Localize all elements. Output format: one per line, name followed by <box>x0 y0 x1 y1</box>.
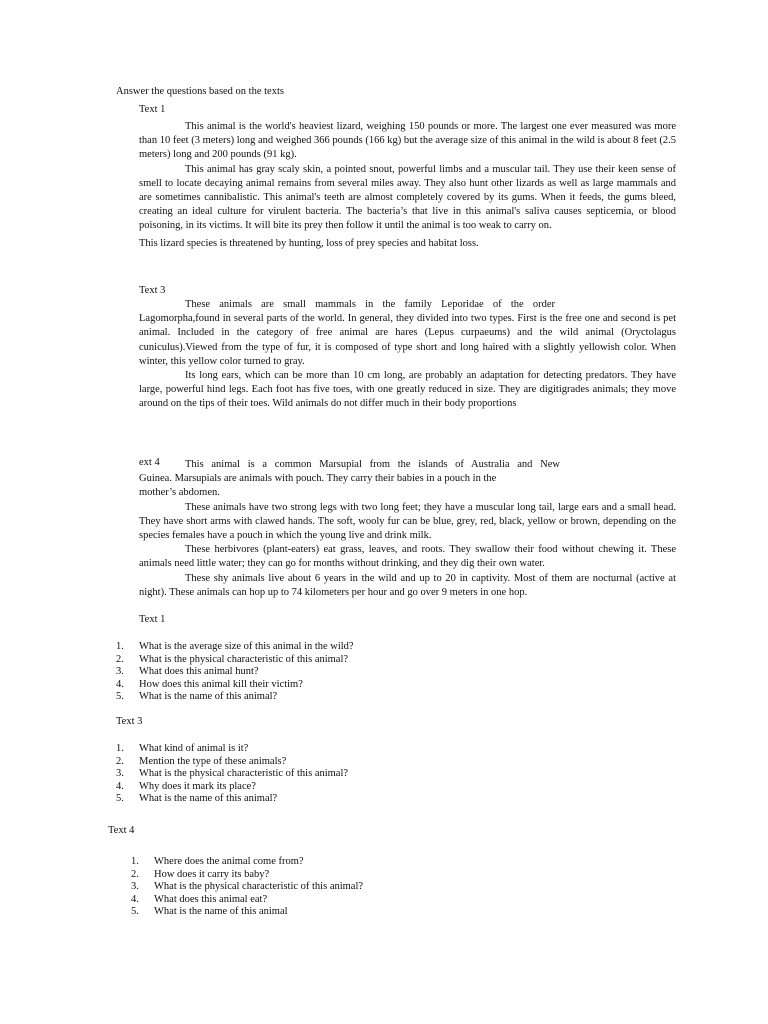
text3-paragraph-2: Its long ears, which can be more than 10 cm long, are probably an adaptation for detecting predators. They have large, powerful hind legs. Each foot has five toes, with one greatly reduced in size. They are digitigrades animals; they move around on the tips of their toes. Wild animals do not differ much in their body proportions <box>139 370 676 410</box>
text1-paragraph-1: This animal is the world's heaviest lizard, weighing 150 pounds or more. The largest one ever measured was more than 10 feet (3 meters) long and weighed 366 pounds (166 kg) but the average size of this animal in the wild is about 8 feet (2.5 meters) long and 200 pounds (91 kg). <box>139 121 676 161</box>
list-number: 3. <box>131 881 139 893</box>
questions1-heading: Text 1 <box>139 614 166 625</box>
list-number: 4. <box>131 893 139 905</box>
list-item <box>116 756 348 769</box>
text4-body <box>139 458 676 600</box>
list-number: 5. <box>116 691 124 703</box>
text4-paragraph-2: These animals have two strong legs with two long feet; they have a muscular long tail, large ears and a small head. They have short arms with clawed hands. The soft, wooly fur can be blue, grey, red, black, yellow or brown, depending on the species females have a pouch in which the young live and drink milk. <box>139 501 676 542</box>
question-text: Where does the animal come from? <box>154 856 304 867</box>
list-item <box>116 666 354 679</box>
question-text: How does it carry its baby? <box>154 868 270 880</box>
list-number: 3. <box>116 768 124 780</box>
instruction: Answer the questions based on the texts <box>116 86 284 97</box>
question-text: What is the physical characteristic of this animal? <box>139 653 349 665</box>
question-text: What does this animal hunt? <box>139 666 259 678</box>
text4-heading: ext 4 <box>139 457 160 468</box>
list-item <box>116 768 348 781</box>
list-number: 1. <box>116 743 124 754</box>
question-text: How does this animal kill their victim? <box>139 678 303 690</box>
list-number: 3. <box>116 666 124 678</box>
list-item <box>131 869 363 882</box>
list-item <box>131 894 363 907</box>
question-text: What is the average size of this animal in the wild? <box>139 641 354 652</box>
list-number: 5. <box>116 793 124 805</box>
question-text: What is the name of this animal? <box>139 793 278 805</box>
text4-paragraph-3: These herbivores (plant-eaters) eat grass, leaves, and roots. They swallow their food without chewing it. These animals need little water; they can go for months without drinking, and they dig their own water. <box>139 544 676 570</box>
list-number: 4. <box>116 678 124 690</box>
list-number: 2. <box>116 653 124 665</box>
list-number: 1. <box>131 856 139 867</box>
question-text: What is the name of this animal <box>154 906 288 918</box>
text3-body <box>139 298 676 412</box>
questions4-list <box>131 856 363 919</box>
text1-paragraph-3: This lizard species is threatened by hunting, loss of prey species and habitat loss. <box>139 237 479 249</box>
list-item <box>116 781 348 794</box>
questions3-heading: Text 3 <box>116 716 143 727</box>
question-text: Mention the type of these animals? <box>139 755 287 767</box>
list-item <box>131 881 363 894</box>
text4-paragraph-1-lead: This animal is a common Marsupial from the islands of Australia and New <box>185 459 560 470</box>
question-text: What kind of animal is it? <box>139 743 249 754</box>
question-text: What is the physical characteristic of this animal? <box>139 768 349 780</box>
questions1-list <box>116 641 354 704</box>
question-text: Why does it mark its place? <box>139 780 256 792</box>
list-item <box>116 679 354 692</box>
list-number: 1. <box>116 641 124 652</box>
question-text: What does this animal eat? <box>154 893 268 905</box>
list-item <box>131 906 363 919</box>
text1-paragraph-2: This animal has gray scaly skin, a pointed snout, powerful limbs and a muscular tail. They use their keen sense of smell to locate decaying animal remains from several miles away. They also hunt other lizards as well as large mammals and are sometimes cannibalistic. This animal's teeth are almost completely covered by its gums. When it feeds, the gums bleed, creating an ideal culture for virulent bacteria. The bacteria’s that live in this animal's saliva causes septicemia, or blood poisoning, in its victims. It will bite its prey then follow it until the animal is too weak to carry on. <box>139 163 676 232</box>
list-item <box>116 641 354 654</box>
question-text: What is the name of this animal? <box>139 691 278 703</box>
text3-paragraph-1: Lagomorpha,found in several parts of the world. In general, they divided into two types. First is the free one and second is pet animal. Included in the category of free animal are hares (Lepus curpaeums) and the wild animal (Oryctolagus cuniculus).Viewed from the type of fur, it is composed of type short and long haired with a slightly yellowish color. When winter, this yellow color turned to gray. <box>139 313 676 367</box>
text4-paragraph-1-line-3: mother’s abdomen. <box>139 487 220 499</box>
questions3-list <box>116 743 348 806</box>
text3-heading: Text 3 <box>139 285 166 296</box>
list-item <box>116 691 354 704</box>
text3-paragraph-1-lead: These animals are small mammals in the family Leporidae of the order <box>185 299 555 310</box>
question-text: What is the physical characteristic of this animal? <box>154 881 364 893</box>
questions4-heading: Text 4 <box>108 825 135 836</box>
list-number: 5. <box>131 906 139 918</box>
list-item <box>116 743 348 756</box>
text1-body <box>139 120 676 251</box>
list-item <box>116 654 354 667</box>
text4-paragraph-1-line-2: Guinea. Marsupials are animals with pouch. They carry their babies in a pouch in the <box>139 473 497 485</box>
text1-heading: Text 1 <box>139 104 166 115</box>
list-item <box>116 793 348 806</box>
list-number: 4. <box>116 780 124 792</box>
list-number: 2. <box>131 868 139 880</box>
text4-paragraph-4: These shy animals live about 6 years in the wild and up to 20 in captivity. Most of them are nocturnal (active at night). These animals can hop up to 74 kilometers per hour and go over 9 meters in one hop. <box>139 572 676 598</box>
list-item <box>131 856 363 869</box>
list-number: 2. <box>116 755 124 767</box>
